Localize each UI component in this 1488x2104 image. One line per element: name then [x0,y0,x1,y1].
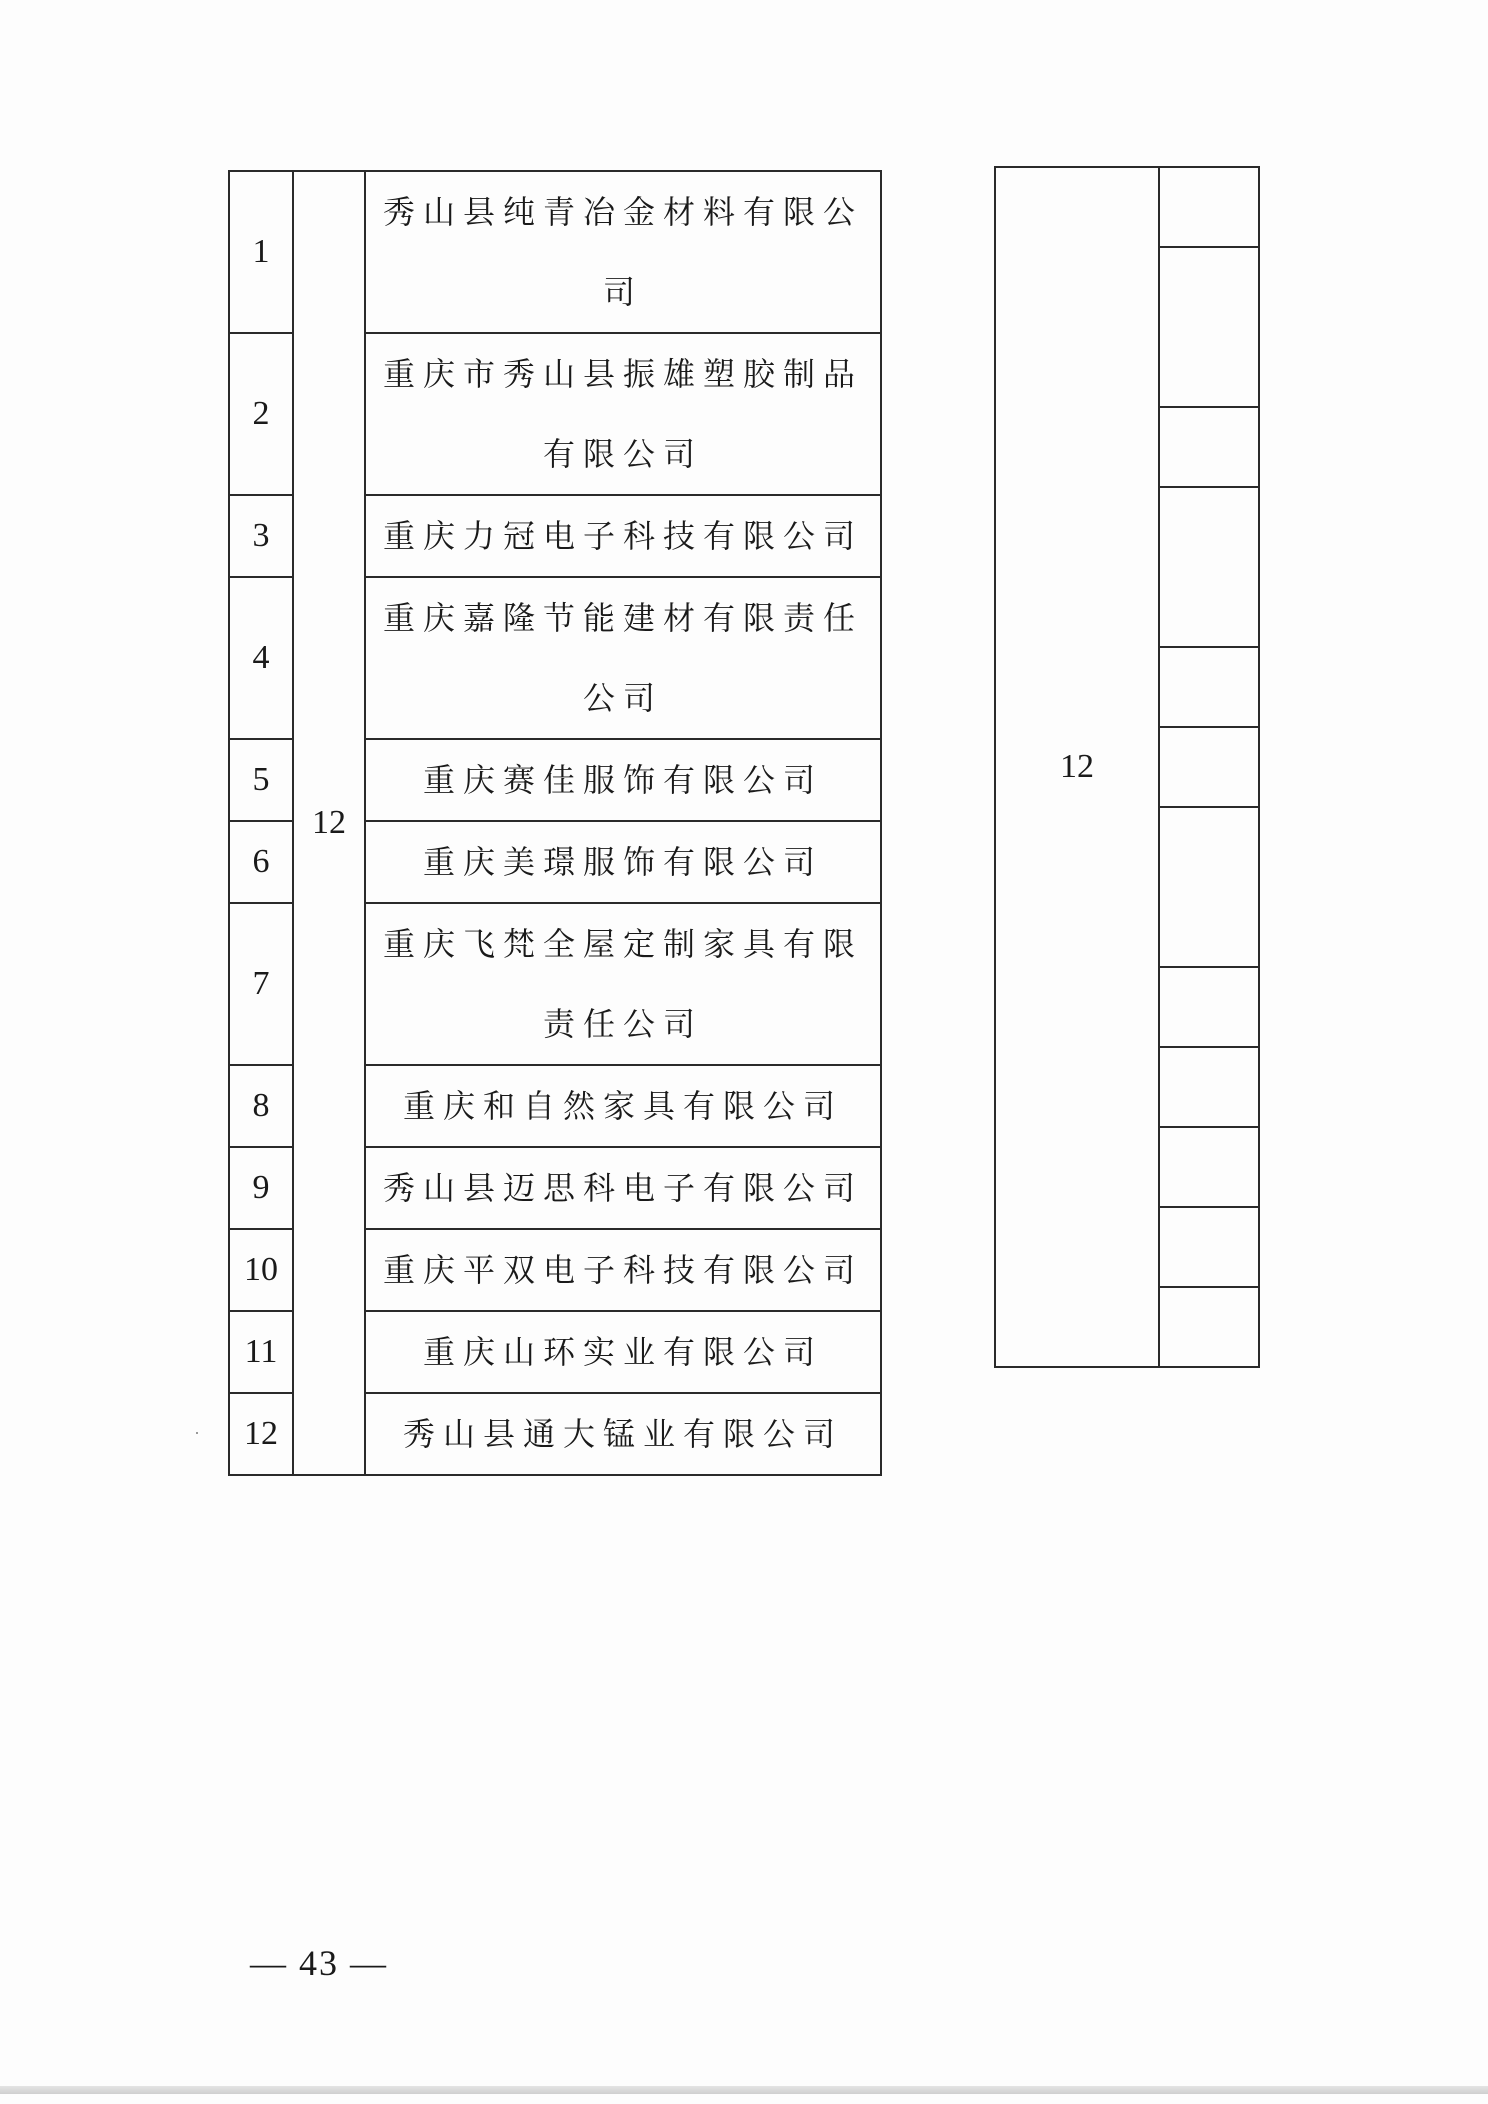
blank-cell [1159,727,1259,807]
row-number: 6 [229,821,293,903]
table-row [995,167,1259,247]
blank-cell [1159,967,1259,1047]
company-name: 秀山县迈思科电子有限公司 [365,1147,881,1229]
blank-cell [1159,1287,1259,1367]
blank-cell [1159,487,1259,647]
company-name: 重庆赛佳服饰有限公司 [365,739,881,821]
row-number: 4 [229,577,293,739]
row-number: 12 [229,1393,293,1475]
company-name: 重庆飞梵全屋定制家具有限责任公司 [365,903,881,1065]
company-name: 秀山县通大锰业有限公司 [365,1393,881,1475]
row-number: 9 [229,1147,293,1229]
company-name: 重庆市秀山县振雄塑胶制品有限公司 [365,333,881,495]
company-name: 秀山县纯青冶金材料有限公司 [365,171,881,333]
row-number: 8 [229,1065,293,1147]
blank-cell [1159,407,1259,487]
company-name: 重庆力冠电子科技有限公司 [365,495,881,577]
row-number: 5 [229,739,293,821]
company-name: 重庆平双电子科技有限公司 [365,1229,881,1311]
row-number: 2 [229,333,293,495]
blank-cell [1159,1127,1259,1207]
scan-edge [0,2086,1488,2094]
blank-cell [1159,1207,1259,1287]
right-count: 12 [995,167,1159,1367]
blank-cell [1159,167,1259,247]
company-name: 重庆山环实业有限公司 [365,1311,881,1393]
row-number: 1 [229,171,293,333]
scan-speck [196,1432,198,1434]
group-count: 12 [293,171,365,1475]
page-number: — 43 — [250,1943,388,1983]
blank-cell [1159,247,1259,407]
row-number: 11 [229,1311,293,1393]
company-name: 重庆和自然家具有限公司 [365,1065,881,1147]
company-name: 重庆嘉隆节能建材有限责任公司 [365,577,881,739]
row-number: 7 [229,903,293,1065]
table-row [229,171,881,333]
blank-cell [1159,1047,1259,1127]
company-table [228,170,882,1476]
row-number: 10 [229,1229,293,1311]
blank-cell [1159,807,1259,967]
company-name: 重庆美璟服饰有限公司 [365,821,881,903]
summary-table [994,166,1260,1368]
row-number: 3 [229,495,293,577]
blank-cell [1159,647,1259,727]
